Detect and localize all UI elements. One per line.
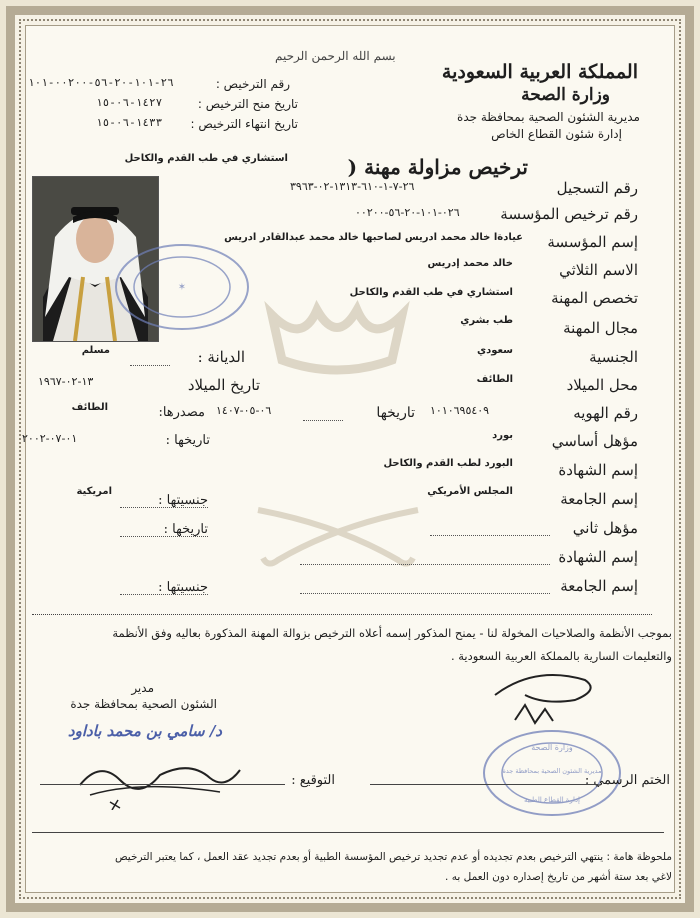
facility-name-value: عيادةا خالد محمد ادريس لصاحبها خالد محمد عبدالقادر ادريس: [224, 232, 523, 243]
grant-text-line1: بموجب الأنظمة والصلاحيات المخولة لنا - يمنح المذكور إسمه أعلاه الترخيص بزوالة المهنة المذكورة بعاليه وفق الأنظمة: [112, 626, 672, 640]
certificate-label: إسم الشهادة: [558, 461, 638, 479]
signatory-name: د/ سامي بن محمد باداود: [67, 722, 222, 740]
specialty-value: استشاري في طب القدم والكاحل: [349, 287, 513, 298]
full-name-label: الاسم الثلاثي: [559, 261, 638, 279]
birthdate-label: تاريخ الميلاد: [187, 376, 260, 394]
birthplace-label: محل الميلاد: [566, 376, 638, 394]
religion-value: مسلم: [81, 345, 110, 356]
signature-label: التوقيع :: [291, 773, 335, 788]
id-date-label: تاريخها: [376, 405, 415, 421]
license-number-label: رقم الترخيص :: [215, 77, 290, 91]
second-cert-dots: [300, 564, 550, 565]
note-line2: لاغي بعد ستة أشهر من تاريخ إصداره دون العمل به .: [445, 871, 672, 883]
license-number-value: ٢٦-١٠١-٢٠-٥٦-٠٠٢٠٠-١٠١: [28, 76, 174, 89]
signature-line: [40, 784, 285, 785]
license-issue-label: تاريخ منح الترخيص :: [197, 97, 298, 111]
id-source-label: مصدرها:: [158, 405, 205, 420]
facility-license-label: رقم ترخيص المؤسسة: [500, 205, 638, 223]
id-source-value: الطائف: [71, 402, 108, 413]
field-value: طب بشري: [460, 315, 513, 326]
seal-label: الختم الرسمي :: [584, 773, 670, 788]
stamp-line2: مديرية الشئون الصحية بمحافظة جدة: [502, 767, 602, 775]
qualification-value: بورد: [492, 430, 513, 441]
second-nat-dots: [120, 594, 208, 595]
note-divider: [32, 832, 664, 833]
signatory-role: مدير: [131, 681, 154, 695]
seal-line: [370, 784, 598, 785]
license-expiry-value: ١٤٣٣-٠٦-١٥: [96, 116, 163, 129]
grant-text-line2: والتعليمات السارية بالمملكة العربية السعودية .: [450, 649, 672, 663]
svg-text:✶: ✶: [177, 282, 187, 293]
license-expiry-label: تاريخ انتهاء الترخيص :: [190, 117, 298, 131]
university-nationality-value: امريكية: [76, 486, 112, 497]
second-nationality-label: جنسيتها :: [158, 580, 208, 595]
crown-watermark: [262, 300, 412, 380]
id-number-label: رقم الهويه: [573, 404, 638, 422]
religion-label: الديانة :: [197, 348, 245, 366]
nationality-value: سعودي: [476, 345, 513, 356]
full-name-value: خالد محمد إدريس: [427, 258, 513, 269]
kingdom-name: المملكة العربية السعودية: [441, 61, 638, 83]
certificate-value: البورد لطب القدم والكاحل: [383, 458, 513, 469]
applicant-signature: [485, 665, 605, 735]
facility-name-label: إسم المؤسسة: [547, 233, 638, 251]
second-qual-dots: [430, 535, 550, 536]
second-cert-label: إسم الشهادة: [558, 548, 638, 566]
director-signature: [60, 750, 250, 810]
facility-license-value: ٠٢٦-١٠١-٢٠-٥٦-٠٠٢٠٠: [355, 206, 460, 219]
birthplace-value: الطائف: [476, 374, 513, 385]
license-issue-value: ١٤٢٧-٠٦-١٥: [96, 96, 163, 109]
specialty-label: تخصص المهنة: [551, 289, 638, 307]
directorate-name: مديرية الشئون الصحية بمحافظة جدة: [457, 110, 640, 124]
id-date-dots: [303, 420, 343, 421]
field-label: مجال المهنة: [563, 319, 638, 337]
stamp-line1: وزارة الصحة: [531, 743, 573, 752]
religion-dots: [130, 365, 170, 366]
document-title: ترخيص مزاولة مهنة (: [347, 155, 528, 179]
qualification-date-label: تاريخها :: [165, 433, 210, 448]
note-line1: ملحوظة هامة : ينتهي الترخيص بعدم تجديده أو عدم تجديد ترخيص المؤسسة الطبية أو بعدم تجديد عقد العمل ، كما يعتبر الترخيص: [114, 851, 672, 863]
signatory-office: الشئون الصحية بمحافظة جدة: [70, 697, 217, 711]
department-name: إدارة شئون القطاع الخاص: [491, 127, 622, 141]
qualification-date-value: ٠١-٠٧-٢٠٠٢: [22, 432, 78, 445]
id-number-value: ١٠١٠٦٩٥٤٠٩: [430, 404, 490, 417]
registration-label: رقم التسجيل: [556, 179, 638, 197]
second-univ-dots: [300, 593, 550, 594]
university-nationality-label: جنسيتها :: [158, 493, 208, 508]
id-date-value: ٠٦-٠٥-١٤٠٧: [216, 404, 272, 417]
univ-nat-dots: [120, 507, 208, 508]
second-date-dots: [120, 536, 208, 537]
second-qual-label: مؤهل ثاني: [572, 519, 638, 537]
title-specialty: استشاري في طب القدم والكاحل: [124, 153, 288, 164]
university-label: إسم الجامعة: [560, 490, 638, 508]
second-date-label: تاريخها :: [163, 522, 208, 537]
section-divider: [32, 614, 652, 615]
stamp-line3: إدارة القطاع الطبية: [524, 796, 580, 804]
registration-value: ٢٦-٧-١-٦١٠-١٣١٣-٠٢-٣٩٦٣: [290, 180, 415, 193]
basmala: بسم الله الرحمن الرحيم: [275, 49, 396, 63]
nationality-label: الجنسية: [589, 348, 638, 366]
university-value: المجلس الأمريكي: [427, 486, 513, 497]
ministry-name: وزارة الصحة: [521, 85, 610, 105]
photo-stamp: [112, 242, 252, 332]
second-univ-label: إسم الجامعة: [560, 577, 638, 595]
birthdate-value: ١٣-٠٢-١٩٦٧: [38, 375, 94, 388]
qualification-label: مؤهل أساسي: [551, 432, 638, 450]
